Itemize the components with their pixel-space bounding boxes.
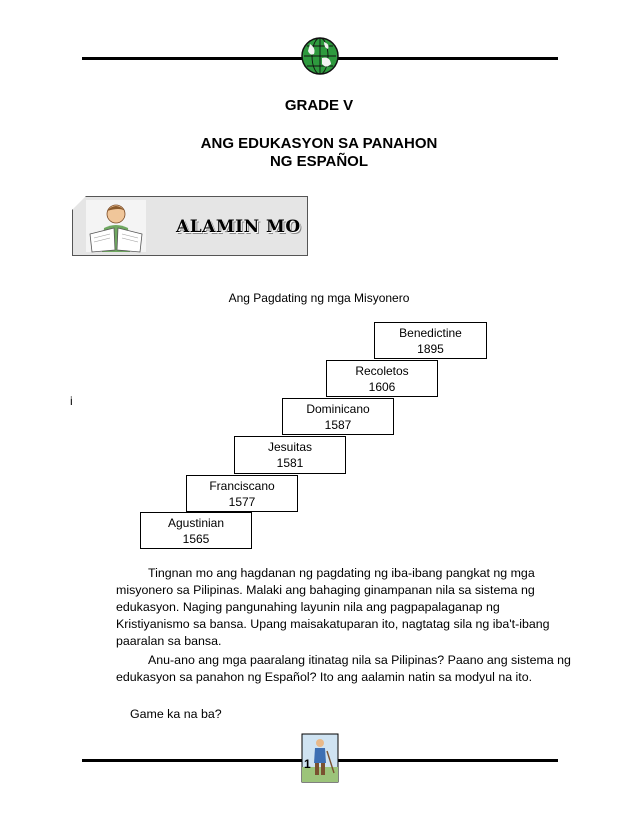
step-recoletos: [326, 360, 438, 397]
step-agustinian: [140, 512, 252, 549]
step-year: 1606: [368, 380, 396, 394]
stray-mark: i: [70, 394, 73, 408]
paragraph-3-text: Game ka na ba?: [130, 707, 222, 721]
grade-heading: GRADE V: [284, 97, 354, 114]
reading-person-icon: [82, 198, 150, 254]
paragraph-2: [116, 652, 576, 686]
step-year: 1581: [276, 456, 304, 470]
step-name: Benedictine: [399, 326, 462, 340]
step-year: 1895: [417, 342, 444, 356]
globe-icon: [300, 36, 340, 76]
step-year: 1577: [228, 495, 256, 509]
page-number: 1: [304, 757, 311, 771]
step-jesuitas: [234, 436, 346, 474]
page-title-line1: ANG EDUKASYON SA PANAHON: [200, 135, 438, 152]
step-year: 1587: [324, 418, 352, 432]
step-name: Dominicano: [306, 402, 370, 416]
step-name: Agustinian: [167, 516, 225, 530]
step-franciscano: [186, 475, 298, 512]
paragraph-2-text: Anu-ano ang mga paaralang itinatag nila sa Pilipinas? Paano ang sistema ng edukasyon sa panahon ng Español? Ito ang aalamin natin sa modyul na ito.: [116, 653, 571, 684]
step-year: 1565: [182, 532, 210, 546]
page-title-line2: NG ESPAÑOL: [269, 153, 369, 170]
step-name: Recoletos: [355, 364, 409, 378]
paragraph-1-text: Tingnan mo ang hagdanan ng pagdating ng iba-ibang pangkat ng mga misyonero sa Pilipinas. Malaki ang bahaging ginampanan nila sa sistema ng edukasyon. Naging pangunahing layunin nila ang pagpapalaganap ng Kristiyanismo sa bansa. Upang maisakatuparan ito, nagtatag sila ng iba't-ibang paaralan sa bansa.: [116, 566, 550, 648]
alamin-mo-label: ALAMIN MO: [176, 217, 301, 237]
step-name: Franciscano: [209, 479, 275, 493]
timeline-subtitle: Ang Pagdating ng mga Misyonero: [228, 291, 410, 305]
paragraph-3: [116, 706, 576, 723]
step-dominicano: [282, 398, 394, 435]
paragraph-1: [116, 565, 576, 650]
step-benedictine: [374, 322, 487, 359]
step-name: Jesuitas: [267, 440, 313, 454]
